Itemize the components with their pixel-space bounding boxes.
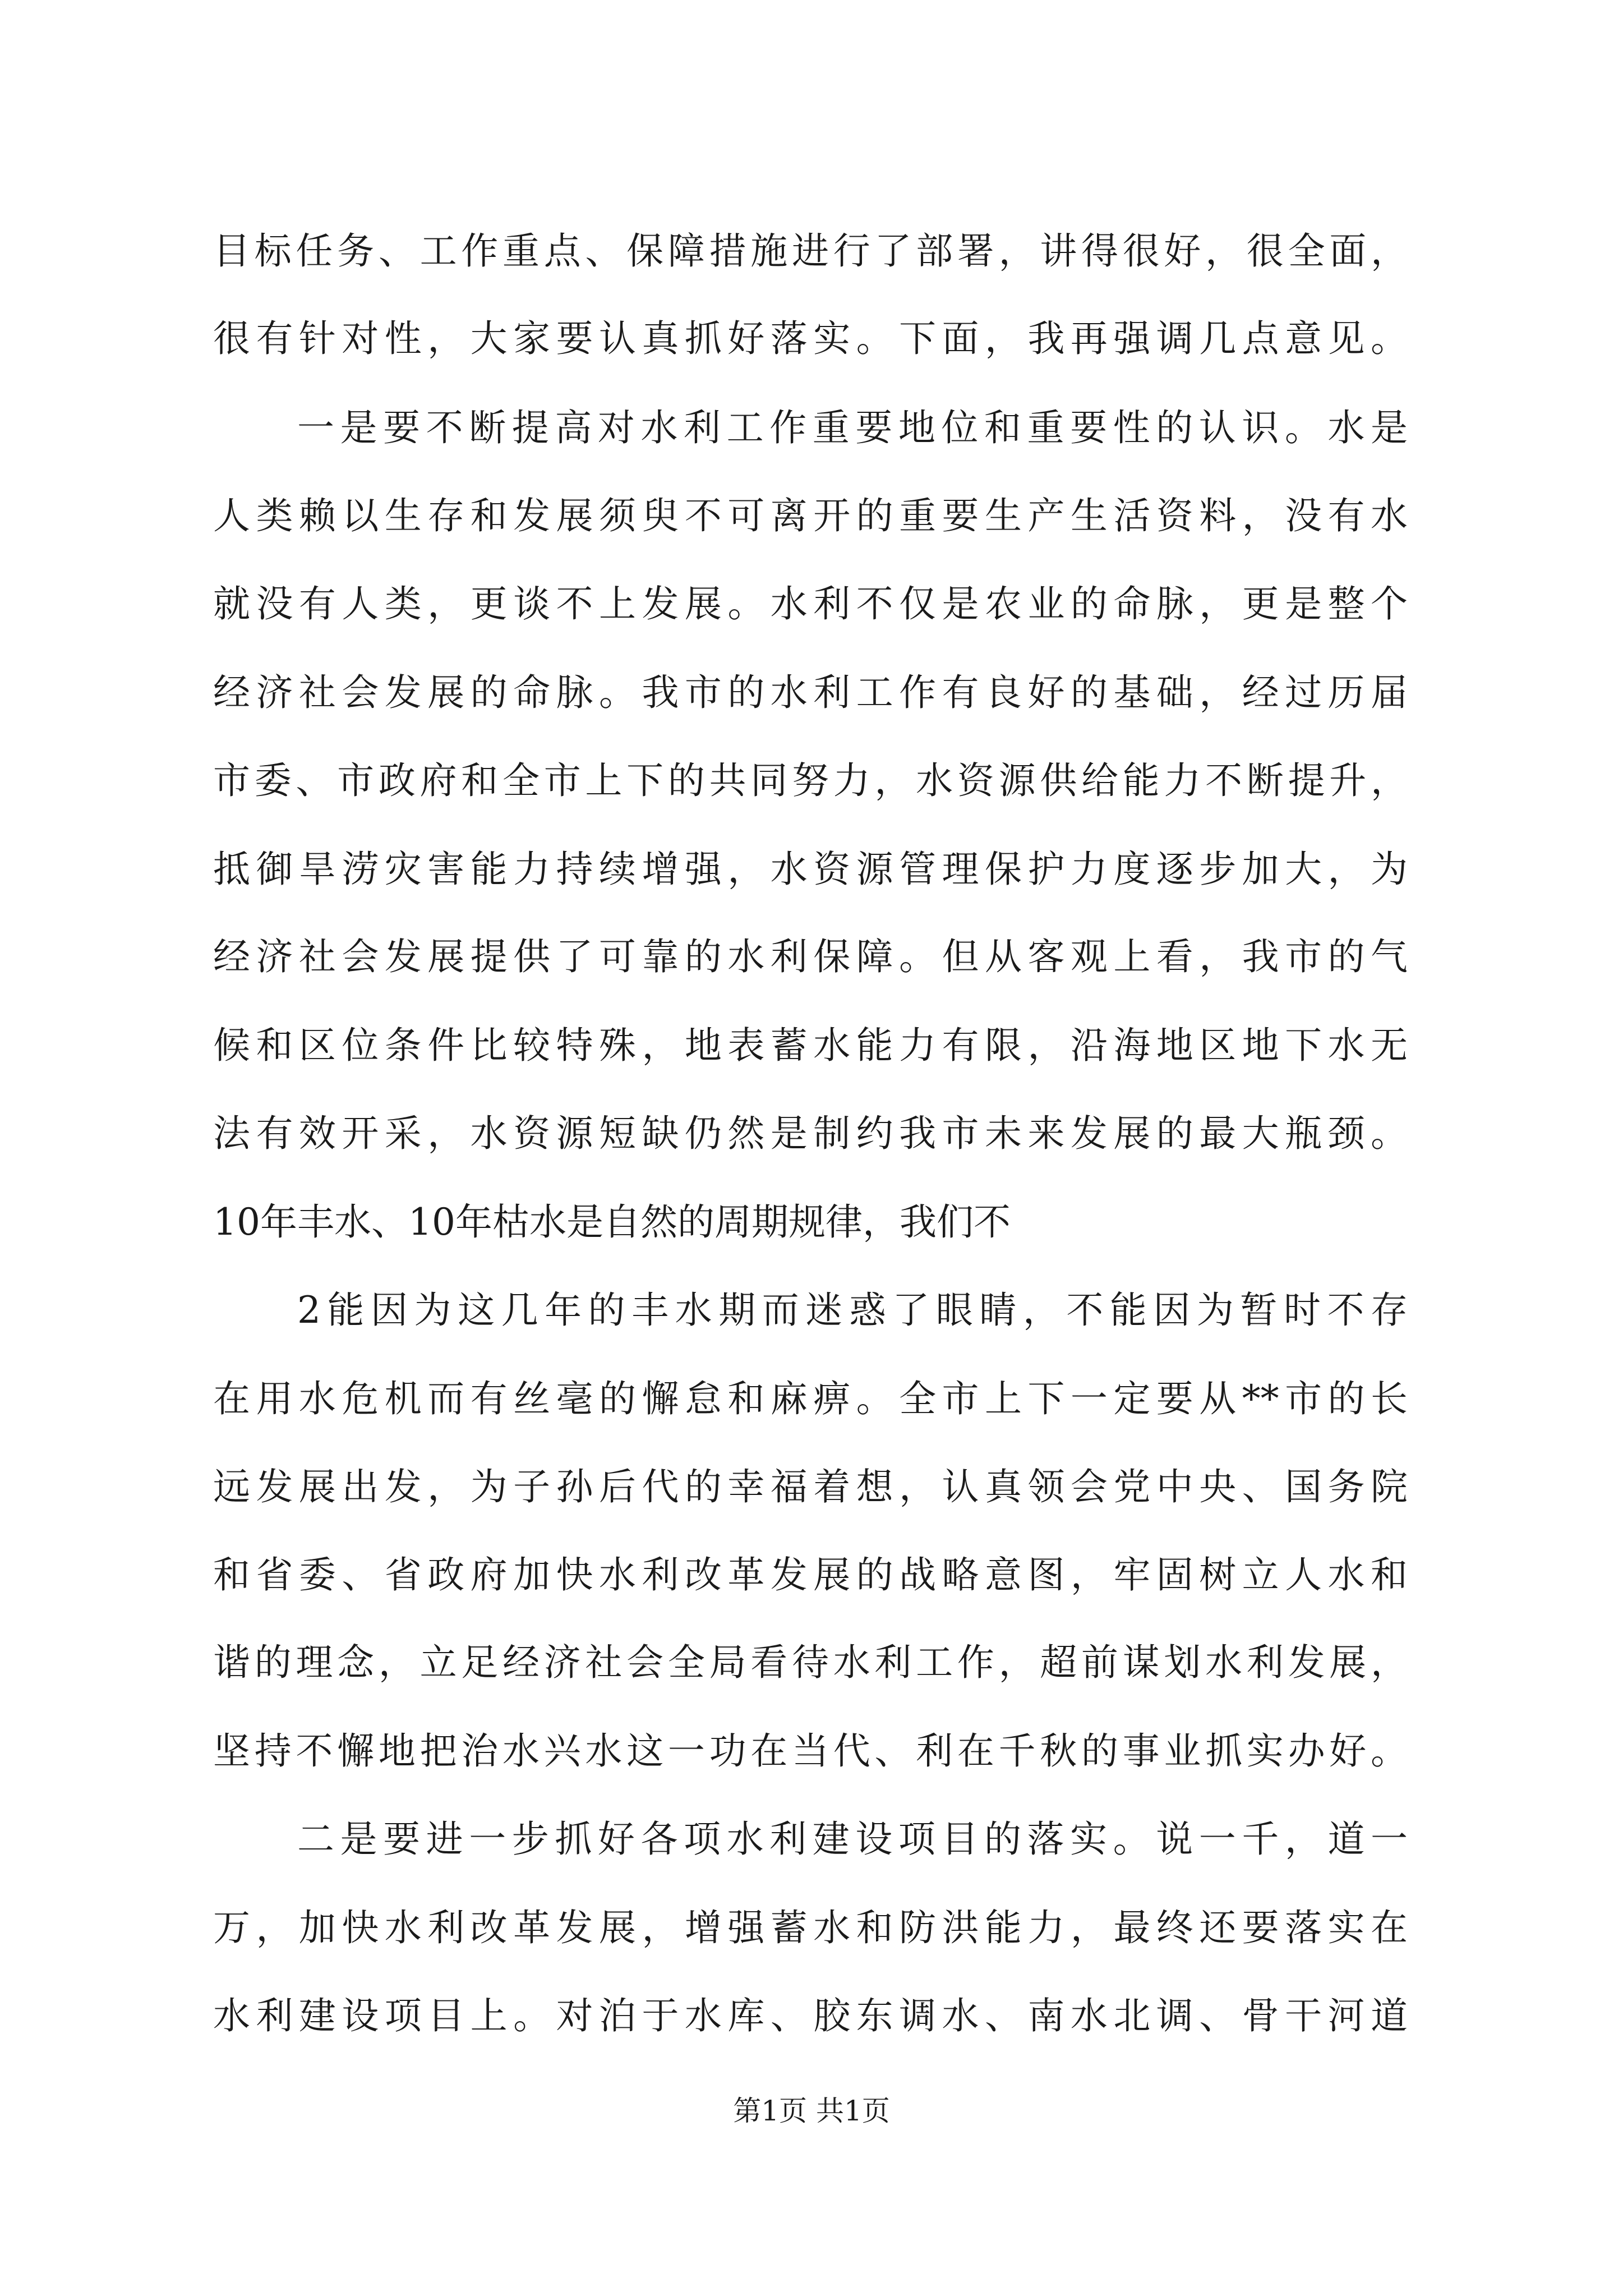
body-line: 谐的理念，立足经济社会全局看待水利工作，超前谋划水利发展，	[213, 1641, 1408, 1684]
paragraph-first-line: 一是要不断提高对水利工作重要地位和重要性的认识。水是	[297, 406, 1408, 449]
body-line: 目标任务、工作重点、保障措施进行了部署，讲得很好，很全面，	[213, 229, 1408, 273]
paragraph-first-line: 二是要进一步抓好各项水利建设项目的落实。说一千，道一	[297, 1818, 1408, 1861]
body-line: 万，加快水利改革发展，增强蓄水和防洪能力，最终还要落实在	[213, 1906, 1408, 1949]
body-line: 市委、市政府和全市上下的共同努力，水资源供给能力不断提升，	[213, 759, 1408, 802]
paragraph-first-line: 2能因为这几年的丰水期而迷惑了眼睛，不能因为暂时不存	[297, 1289, 1408, 1332]
body-line: 候和区位条件比较特殊，地表蓄水能力有限，沿海地区地下水无	[213, 1024, 1408, 1067]
body-line: 水利建设项目上。对泊于水库、胶东调水、南水北调、骨干河道	[213, 1994, 1408, 2037]
body-line: 和省委、省政府加快水利改革发展的战略意图，牢固树立人水和	[213, 1553, 1408, 1596]
page-footer: 第1页 共1页	[733, 2095, 890, 2127]
body-line: 坚持不懈地把治水兴水这一功在当代、利在千秋的事业抓实办好。	[213, 1729, 1408, 1773]
body-line: 在用水危机而有丝毫的懈怠和麻痹。全市上下一定要从**市的长	[213, 1377, 1408, 1420]
body-line: 远发展出发，为子孙后代的幸福着想，认真领会党中央、国务院	[213, 1465, 1408, 1508]
body-line: 法有效开采，水资源短缺仍然是制约我市未来发展的最大瓶颈。	[213, 1112, 1408, 1155]
body-line: 很有针对性，大家要认真抓好落实。下面，我再强调几点意见。	[213, 317, 1408, 360]
body-line: 经济社会发展提供了可靠的水利保障。但从客观上看，我市的气	[213, 935, 1408, 978]
body-line: 人类赖以生存和发展须臾不可离开的重要生产生活资料，没有水	[213, 494, 1408, 537]
body-line: 经济社会发展的命脉。我市的水利工作有良好的基础，经过历届	[213, 671, 1408, 714]
body-line: 10年丰水、10年枯水是自然的周期规律，我们不	[213, 1200, 1011, 1244]
body-line: 抵御旱涝灾害能力持续增强，水资源管理保护力度逐步加大，为	[213, 848, 1408, 891]
body-line: 就没有人类，更谈不上发展。水利不仅是农业的命脉，更是整个	[213, 582, 1408, 625]
